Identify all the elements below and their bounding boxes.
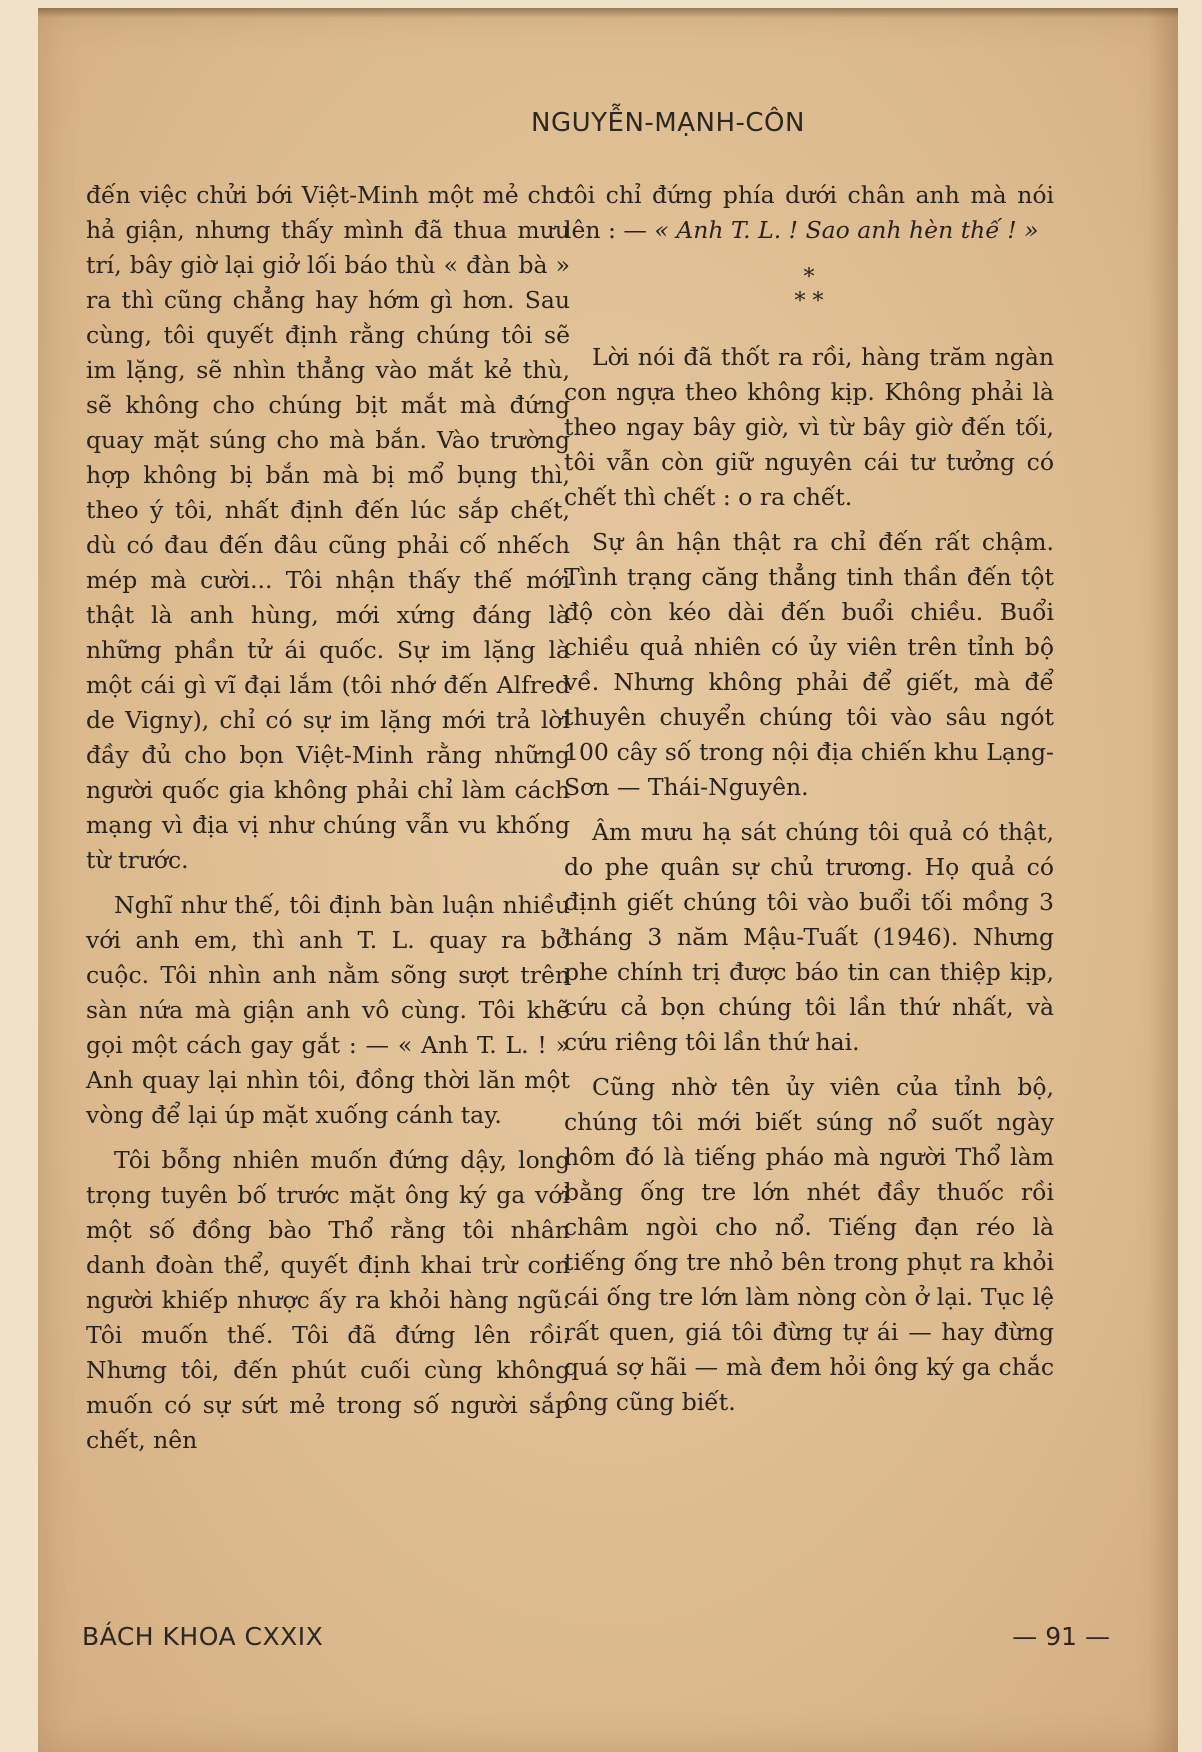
right-paragraph-3: Sự ân hận thật ra chỉ đến rất chậm. Tình trạng căng thẳng tinh thần đến tột độ còn kéo dài đến buổi chiều. Buổi chiều quả nhiên có ủy viên trên tỉnh bộ về. Nhưng không phải để giết, mà để thuyên chuyển chúng tôi vào sâu ngót 100 cây số trong nội địa chiến khu Lạng-Sơn — Thái-Nguyên.	[564, 528, 1054, 801]
right-paragraph-1	[564, 178, 1054, 248]
right-paragraph-1-quote: « Anh T. L. ! Sao anh hèn thế ! »	[654, 216, 1039, 244]
book-page	[38, 8, 1178, 1752]
section-separator	[564, 266, 1054, 314]
right-paragraph-2: Lời nói đã thốt ra rồi, hàng trăm ngàn con ngựa theo không kịp. Không phải là theo ngay bây giờ, vì từ bây giờ đến tối, tôi vẫn còn giữ nguyên cái tư tưởng có chết thì chết : o ra chết.	[564, 343, 1054, 511]
left-paragraph-2: Nghĩ như thế, tôi định bàn luận nhiều với anh em, thì anh T. L. quay ra bỏ cuộc. Tôi nhìn anh nằm sõng sượt trên sàn nứa mà giận anh vô cùng. Tôi khẽ gọi một cách gay gắt : — « Anh T. L. ! » Anh quay lại nhìn tôi, đồng thời lăn một vòng để lại úp mặt xuống cánh tay.	[86, 891, 570, 1129]
right-column	[564, 178, 1054, 1430]
right-paragraph-4: Âm mưu hạ sát chúng tôi quả có thật, do phe quân sự chủ trương. Họ quả có định giết chúng tôi vào buổi tối mồng 3 tháng 3 năm Mậu-Tuất (1946). Nhưng phe chính trị được báo tin can thiệp kịp, cứu cả bọn chúng tôi lần thứ nhất, và cứu riêng tôi lần thứ hai.	[564, 818, 1054, 1056]
left-paragraph-3: Tôi bỗng nhiên muốn đứng dậy, long trọng tuyên bố trước mặt ông ký ga với một số đồng bào Thổ rằng tôi nhân danh đoàn thể, quyết định khai trừ con người khiếp nhược ấy ra khỏi hàng ngũ. Tôi muốn thế. Tôi đã đứng lên rồi. Nhưng tôi, đến phút cuối cùng không muốn có sự sứt mẻ trong số người sắp chết, nên	[86, 1146, 570, 1454]
journal-footer: BÁCH KHOA CXXIX	[82, 1622, 324, 1651]
page-number: — 91 —	[1012, 1622, 1110, 1651]
left-paragraph-1: đến việc chửi bới Việt-Minh một mẻ cho hả giận, nhưng thấy mình đã thua mưu trí, bây giờ lại giở lối báo thù « đàn bà » ra thì cũng chẳng hay hớm gì hơn. Sau cùng, tôi quyết định rằng chúng tôi sẽ im lặng, sẽ nhìn thẳng vào mắt kẻ thù, sẽ không cho chúng bịt mắt mà đứng quay mặt súng cho mà bắn. Vào trường hợp không bị bắn mà bị mổ bụng thì, theo ý tôi, nhất định đến lúc sắp chết, dù có đau đến đâu cũng phải cố nhếch mép mà cười... Tôi nhận thấy thế mới thật là anh hùng, mới xứng đáng là những phần tử ái quốc. Sự im lặng là một cái gì vĩ đại lắm (tôi nhớ đến Alfred de Vigny), chỉ có sự im lặng mới trả lời đầy đủ cho bọn Việt-Minh rằng những người quốc gia không phải chỉ làm cách mạng vì địa vị như chúng vẫn vu khống từ trước.	[86, 181, 570, 874]
separator-star-top: *	[803, 265, 815, 290]
separator-stars-bottom: * *	[794, 289, 824, 314]
running-header: NGUYỄN-MẠNH-CÔN	[531, 108, 805, 138]
left-column	[86, 178, 570, 1468]
right-paragraph-5: Cũng nhờ tên ủy viên của tỉnh bộ, chúng tôi mới biết súng nổ suốt ngày hôm đó là tiếng pháo mà người Thổ làm bằng ống tre lớn nhét đầy thuốc rồi châm ngòi cho nổ. Tiếng đạn réo là tiếng ống tre nhỏ bên trong phụt ra khỏi cái ống tre lớn làm nòng còn ở lại. Tục lệ rất quen, giá tôi đừng tự ái — hay đừng quá sợ hãi — mà đem hỏi ông ký ga chắc ông cũng biết.	[564, 1073, 1054, 1416]
right-paragraph-1-text: tôi chỉ đứng phía dưới chân anh mà nói lên : —	[564, 181, 1054, 244]
page-top-edge	[38, 8, 1178, 18]
page-right-edge	[1148, 8, 1178, 1752]
